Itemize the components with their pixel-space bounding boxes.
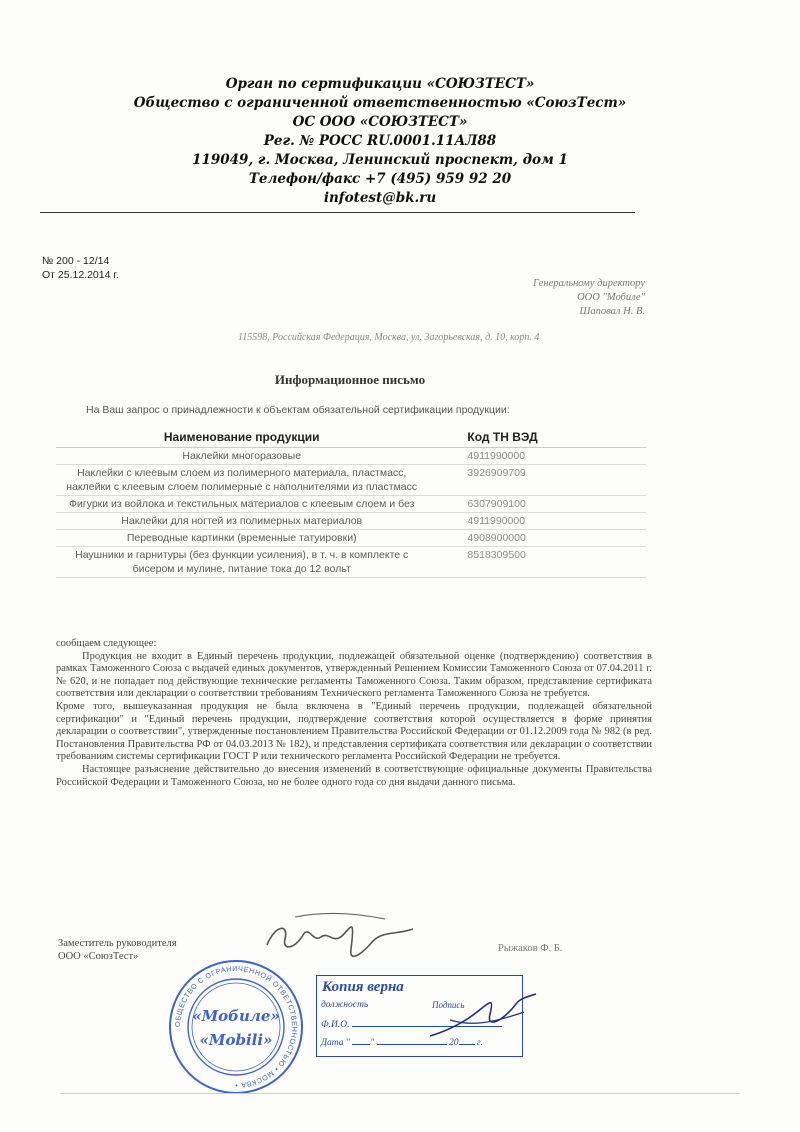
table-row (56, 547, 646, 578)
copy-stamp-date-label: Дата " (321, 1038, 350, 1048)
product-code: 8518309500 (427, 547, 646, 578)
body-lead: сообщаем следующее: (56, 638, 157, 649)
seal-ring-text: ОБЩЕСТВО С ОГРАНИЧЕННОЙ ОТВЕТСТВЕННОСТЬЮ • МОСКВА • (172, 963, 300, 1091)
addressee-address: 115598, Российская Федерация, Москва, ул. Загорьевская, д. 10, корп. 4 (238, 332, 540, 343)
copy-stamp-day-line (352, 1044, 370, 1045)
copy-stamp-year-prefix: 20 (449, 1038, 459, 1048)
copy-stamp-signature-label: Подпись (432, 1000, 465, 1010)
product-name: Наклейки многоразовые (56, 448, 427, 465)
signatory-title: Заместитель руководителя (58, 938, 177, 949)
letterhead-line: 119049, г. Москва, Ленинский проспект, дом 1 (192, 152, 568, 168)
letterhead-line: Телефон/факс +7 (495) 959 92 20 (248, 171, 512, 187)
letterhead (100, 75, 660, 208)
seal-center-text: «Мобиле» (192, 1007, 280, 1025)
letterhead-line: ОС ООО «СОЮЗТЕСТ» (292, 114, 468, 130)
body-paragraph: Продукция не входит в Единый перечень продукции, подлежащей обязательной оценке (подтверждению) соответствия в рамках Таможенного Союза с выдачей единых документов, утвержденный Решением Комиссии Таможенного Союза от 07.04.2011 г. № 620, и не попадает под действующие технические регламенты Таможенного Союза. Таким образом, представление сертификата соответствия или декларации о соответствии требованиям Технического регламента Таможенного Союза не требуется. (56, 650, 652, 700)
copy-stamp-position-label: должность (321, 1000, 369, 1010)
product-code: 6307909100 (427, 496, 646, 513)
company-seal (166, 957, 306, 1097)
signatory-name: Рыжаков Ф. Б. (498, 943, 563, 954)
letterhead-line: Общество с ограниченной ответственностью «СоюзТест» (133, 95, 627, 111)
outgoing-number-block (42, 254, 119, 282)
signatory-position (58, 937, 177, 963)
outgoing-number: № 200 - 12/14 (42, 255, 110, 267)
product-code: 4908900000 (427, 530, 646, 547)
product-code: 3926909709 (427, 465, 646, 496)
table-header-row (56, 424, 646, 448)
table-row (56, 465, 646, 496)
product-name: Фигурки из войлока и текстильных материалов с клеевым слоем и без (56, 496, 427, 513)
column-header: Наименование продукции (56, 424, 427, 448)
addressee-line: Генеральному директору (533, 278, 645, 289)
letterhead-divider (40, 212, 635, 213)
addressee-line: ООО "Мобиле" (577, 292, 645, 303)
body-paragraph: Настоящее разъяснение действительно до внесения изменений в соответствующие официальные документы Правительства Российской Федерации и Таможенного Союза, но не более одного года со дня выдачи данного письма. (56, 763, 652, 788)
letter-title: Информационное письмо (274, 372, 426, 387)
copy-stamp-name-label: Ф.И.О. (321, 1020, 350, 1030)
table-row (56, 530, 646, 547)
footer-divider (60, 1093, 740, 1094)
letter-intro: На Ваш запрос о принадлежности к объектам обязательной сертификации продукции: (86, 404, 510, 416)
outgoing-date: От 25.12.2014 г. (42, 269, 119, 281)
seal-center-text: «Mobili» (199, 1031, 273, 1049)
copy-stamp-year-suffix: г. (476, 1038, 483, 1048)
copy-signature (420, 990, 540, 1045)
product-name: Наушники и гарнитуры (без функции усиления), в т. ч. в комплекте с бисером и мулине, питание тока до 12 вольт (56, 547, 427, 578)
letterhead-line: Орган по сертификации «СОЮЗТЕСТ» (225, 76, 535, 92)
product-name: Наклейки для ногтей из полимерных материалов (56, 513, 427, 530)
product-code: 4911990000 (427, 448, 646, 465)
letterhead-line: Рег. № РОСС RU.0001.11АЛ88 (263, 133, 497, 149)
product-code: 4911990000 (427, 513, 646, 530)
product-name: Переводные картинки (временные татуировки) (56, 530, 427, 547)
addressee-block (533, 277, 645, 319)
copy-stamp-date-row: Дата " " 20 г. (321, 1038, 483, 1048)
table-row (56, 496, 646, 513)
letterhead-email: infotest@bk.ru (323, 190, 437, 206)
addressee-line: Шаповал Н. В. (579, 306, 645, 317)
table-row (56, 513, 646, 530)
product-name: Наклейки с клеевым слоем из полимерного материала, пластмасс, наклейки с клеевым слоем полимерные с наполнителями из пластмасс (56, 465, 427, 496)
letter-body (56, 638, 652, 789)
product-table (56, 424, 646, 578)
copy-stamp-header: Копия верна (322, 979, 404, 995)
table-row (56, 448, 646, 465)
column-header: Код ТН ВЭД (427, 424, 646, 448)
body-paragraph: Кроме того, вышеуказанная продукция не была включена в "Единый перечень продукции, подлежащей обязательной сертификации" и "Единый перечень продукции, подтверждение соответствия которой осуществляется в форме принятия декларации о соответствии", утвержденные постановлением Правительства Российской Федерации от 01.12.2009 года № 982 (в ред. Постановления Правительства РФ от 04.03.2013 № 182), и представления сертификата соответствия или декларации о соответствии требованиям системы сертификации ГОСТ Р или технического регламента Российской Федерации не требуется. (56, 700, 652, 763)
signatory-company: ООО «СоюзТест» (58, 951, 139, 962)
